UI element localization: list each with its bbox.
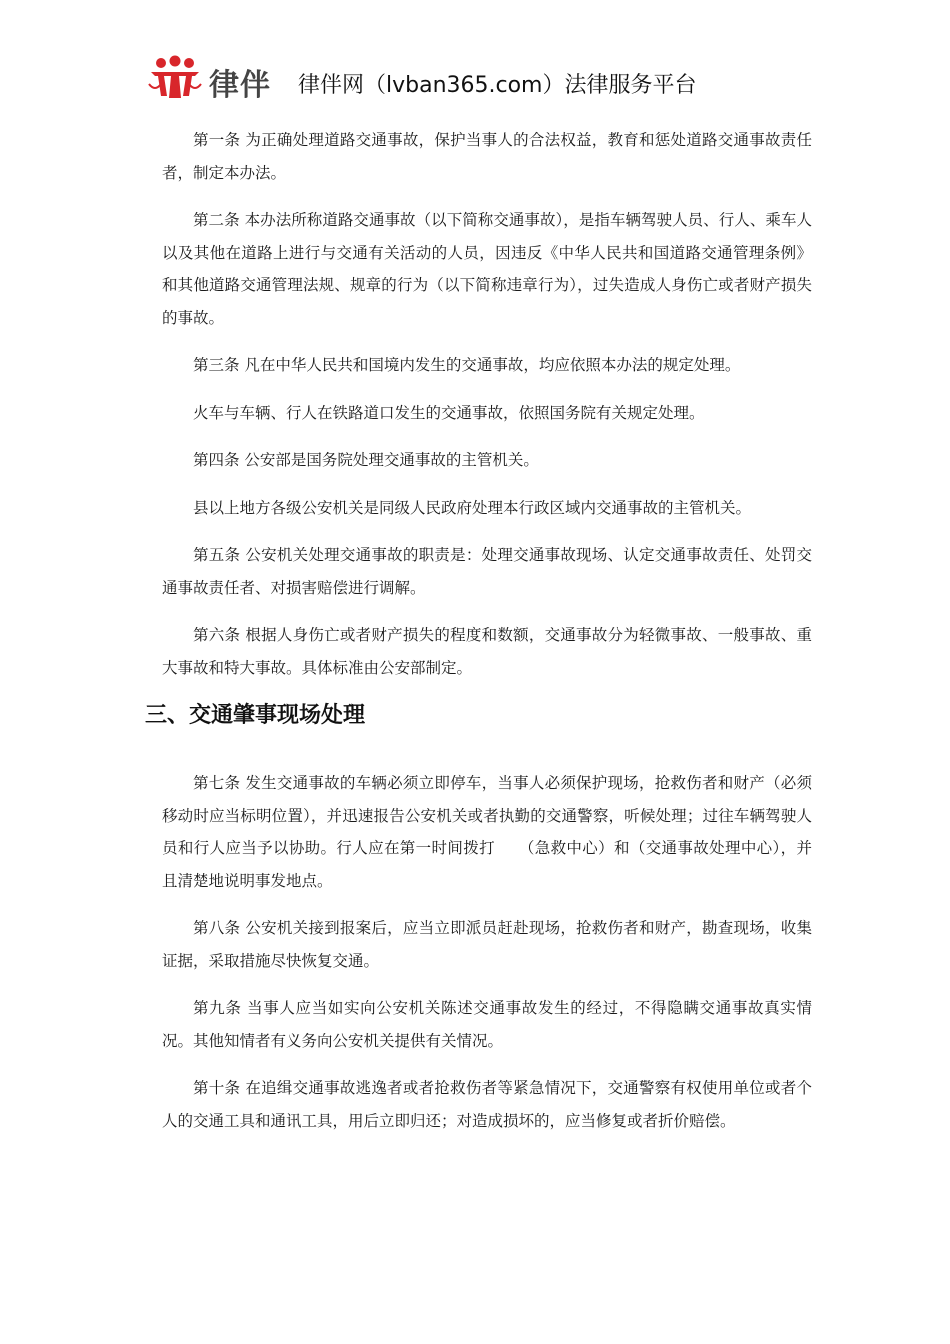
lvban-logo [147,54,277,102]
article-paragraph: 第八条 公安机关接到报案后，应当立即派员赶赴现场，抢救伤者和财产，勘查现场，收集证据，采取措施尽快恢复交通。 [162,919,812,970]
article-paragraph: 第一条 为正确处理道路交通事故，保护当事人的合法权益，教育和惩处道路交通事故责任者，制定本办法。 [162,131,812,182]
article-paragraph: 第十条 在追缉交通事故逃逸者或者抢救伤者等紧急情况下，交通警察有权使用单位或者个人的交通工具和通讯工具，用后立即归还；对造成损坏的，应当修复或者折价赔偿。 [162,1079,812,1130]
article-paragraph: 第七条 发生交通事故的车辆必须立即停车，当事人必须保护现场，抢救伤者和财产（必须移动时应当标明位置），并迅速报告公安机关或者执勤的交通警察，听候处理；过往车辆驾驶人员和行人应当予以协助。行人应在第一时间拨打 （急救中心）和（交通事故处理中心），并且清楚地说明事发地点。 [162,774,812,890]
page-header [147,52,847,104]
scales-people-icon [147,54,203,100]
article-paragraph: 第五条 公安机关处理交通事故的职责是：处理交通事故现场、认定交通事故责任、处罚交通事故责任者、对损害赔偿进行调解。 [162,546,812,597]
article-paragraph: 火车与车辆、行人在铁路道口发生的交通事故，依照国务院有关规定处理。 [193,403,705,422]
article-paragraph: 县以上地方各级公安机关是同级人民政府处理本行政区域内交通事故的主管机关。 [193,498,752,517]
document-body [145,124,812,1152]
section-heading: 三、交通肇事现场处理 [145,703,366,728]
article-paragraph: 第三条 凡在中华人民共和国境内发生的交通事故，均应依照本办法的规定处理。 [193,356,741,374]
logo-text: 律伴 [209,68,271,103]
header-title: 律伴网（lvban365.com）法律服务平台 [298,73,697,98]
article-paragraph: 第六条 根据人身伤亡或者财产损失的程度和数额，交通事故分为轻微事故、一般事故、重大事故和特大事故。具体标准由公安部制定。 [162,626,812,677]
article-paragraph: 第四条 公安部是国务院处理交通事故的主管机关。 [193,451,539,469]
article-paragraph: 第二条 本办法所称道路交通事故（以下简称交通事故），是指车辆驾驶人员、行人、乘车人以及其他在道路上进行与交通有关活动的人员，因违反《中华人民共和国道路交通管理条例》和其他道路交通管理法规、规章的行为（以下简称违章行为），过失造成人身伤亡或者财产损失的事故。 [162,211,812,327]
article-paragraph: 第九条 当事人应当如实向公安机关陈述交通事故发生的经过，不得隐瞒交通事故真实情况。其他知情者有义务向公安机关提供有关情况。 [162,999,812,1050]
